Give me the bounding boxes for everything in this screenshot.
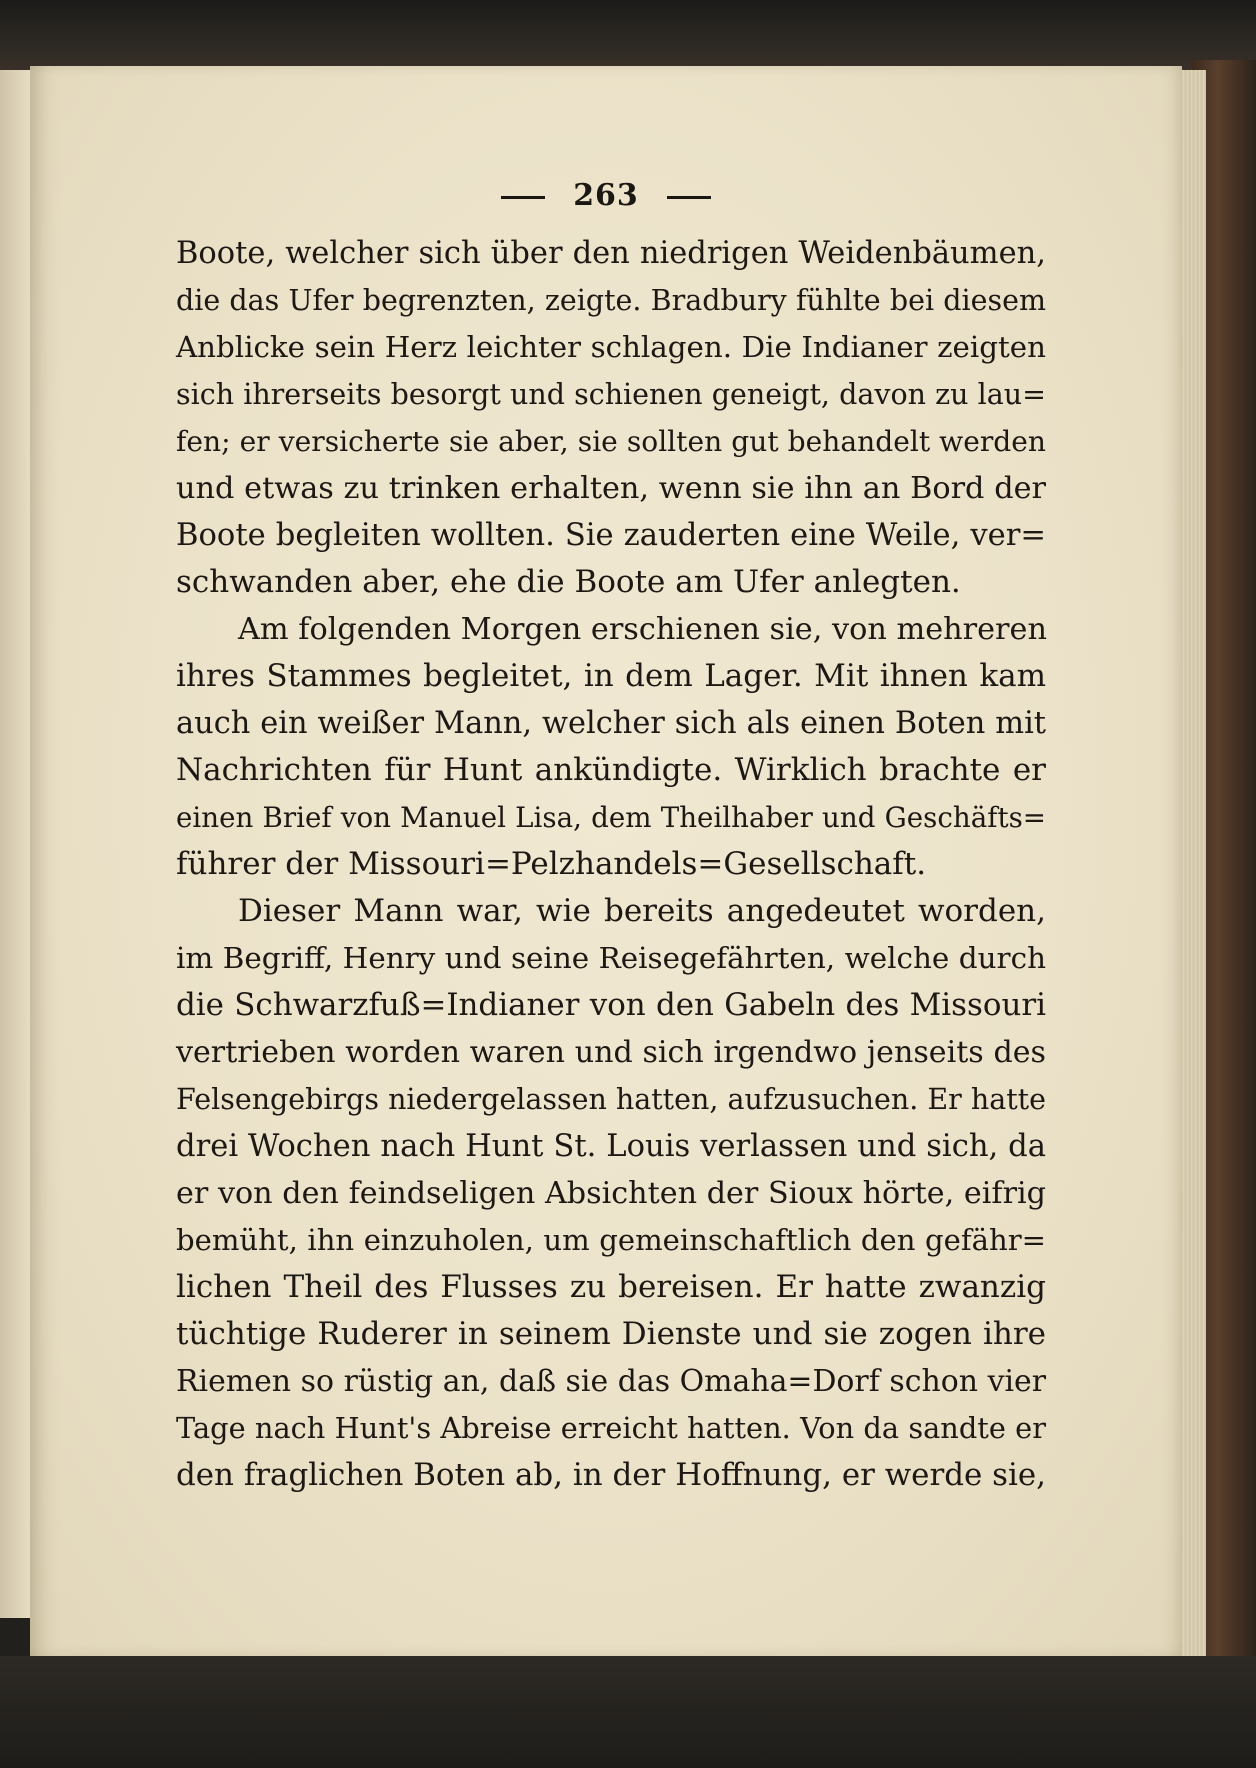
text-line: ihres Stammes begleitet, in dem Lager. Mit ihnen kam [176, 658, 1046, 694]
body-text [176, 230, 1046, 1499]
text-line: einen Brief von Manuel Lisa, dem Theilhaber und Geschäfts= [176, 801, 1046, 834]
text-line: Boote, welcher sich über den niedrigen Weidenbäumen, [176, 236, 1046, 271]
book-cover-bottom [0, 1656, 1256, 1768]
header-dash-left [501, 196, 545, 199]
text-line: drei Wochen nach Hunt St. Louis verlassen und sich, da [176, 1129, 1046, 1164]
text-line: tüchtige Ruderer in seinem Dienste und sie zogen ihre [176, 1316, 1046, 1352]
text-line: die das Ufer begrenzten, zeigte. Bradbury fühlte bei diesem [176, 284, 1046, 317]
book-cover-top [0, 0, 1256, 72]
text-line: vertrieben worden waren und sich irgendwo jenseits des [176, 1035, 1046, 1070]
text-line: führer der Missouri=Pelzhandels=Gesellschaft. [176, 846, 927, 882]
text-line: auch ein weißer Mann, welcher sich als einen Boten mit [176, 706, 1046, 741]
page-header [30, 178, 1182, 213]
text-line: die Schwarzfuß=Indianer von den Gabeln des Missouri [176, 987, 1046, 1023]
text-line: Am folgenden Morgen erschienen sie, von mehreren [238, 612, 1047, 647]
text-line: den fraglichen Boten ab, in der Hoffnung, er werde sie, [176, 1457, 1046, 1493]
header-dash-right [667, 196, 711, 199]
text-line: fen; er versicherte sie aber, sie sollten gut behandelt werden [176, 425, 1046, 458]
text-line: lichen Theil des Flusses zu bereisen. Er hatte zwanzig [176, 1269, 1046, 1305]
book-page [30, 66, 1182, 1656]
text-line: Anblicke sein Herz leichter schlagen. Die Indianer zeigten [176, 330, 1046, 364]
text-line: bemüht, ihn einzuholen, um gemeinschaftlich den gefähr= [176, 1223, 1046, 1257]
text-line: sich ihrerseits besorgt und schienen geneigt, davon zu lau= [176, 378, 1046, 411]
text-line: im Begriff, Henry und seine Reisegefährten, welche durch [176, 941, 1046, 975]
text-line: Riemen so rüstig an, daß sie das Omaha=Dorf schon vier [176, 1364, 1046, 1399]
text-line: Boote begleiten wollten. Sie zauderten eine Weile, ver= [176, 518, 1046, 553]
text-line: Dieser Mann war, wie bereits angedeutet worden, [238, 893, 1046, 929]
text-line: Tage nach Hunt's Abreise erreicht hatten. Von da sandte er [176, 1411, 1046, 1445]
text-line: Felsengebirgs niedergelassen hatten, aufzusuchen. Er hatte [176, 1083, 1046, 1116]
text-line: schwanden aber, ehe die Boote am Ufer anlegten. [176, 564, 961, 600]
page-number: 263 [573, 178, 639, 213]
text-line: und etwas zu trinken erhalten, wenn sie ihn an Bord der [176, 471, 1046, 506]
text-line: Nachrichten für Hunt ankündigte. Wirklich brachte er [176, 752, 1046, 788]
text-line: er von den feindseligen Absichten der Sioux hörte, eifrig [176, 1176, 1046, 1211]
